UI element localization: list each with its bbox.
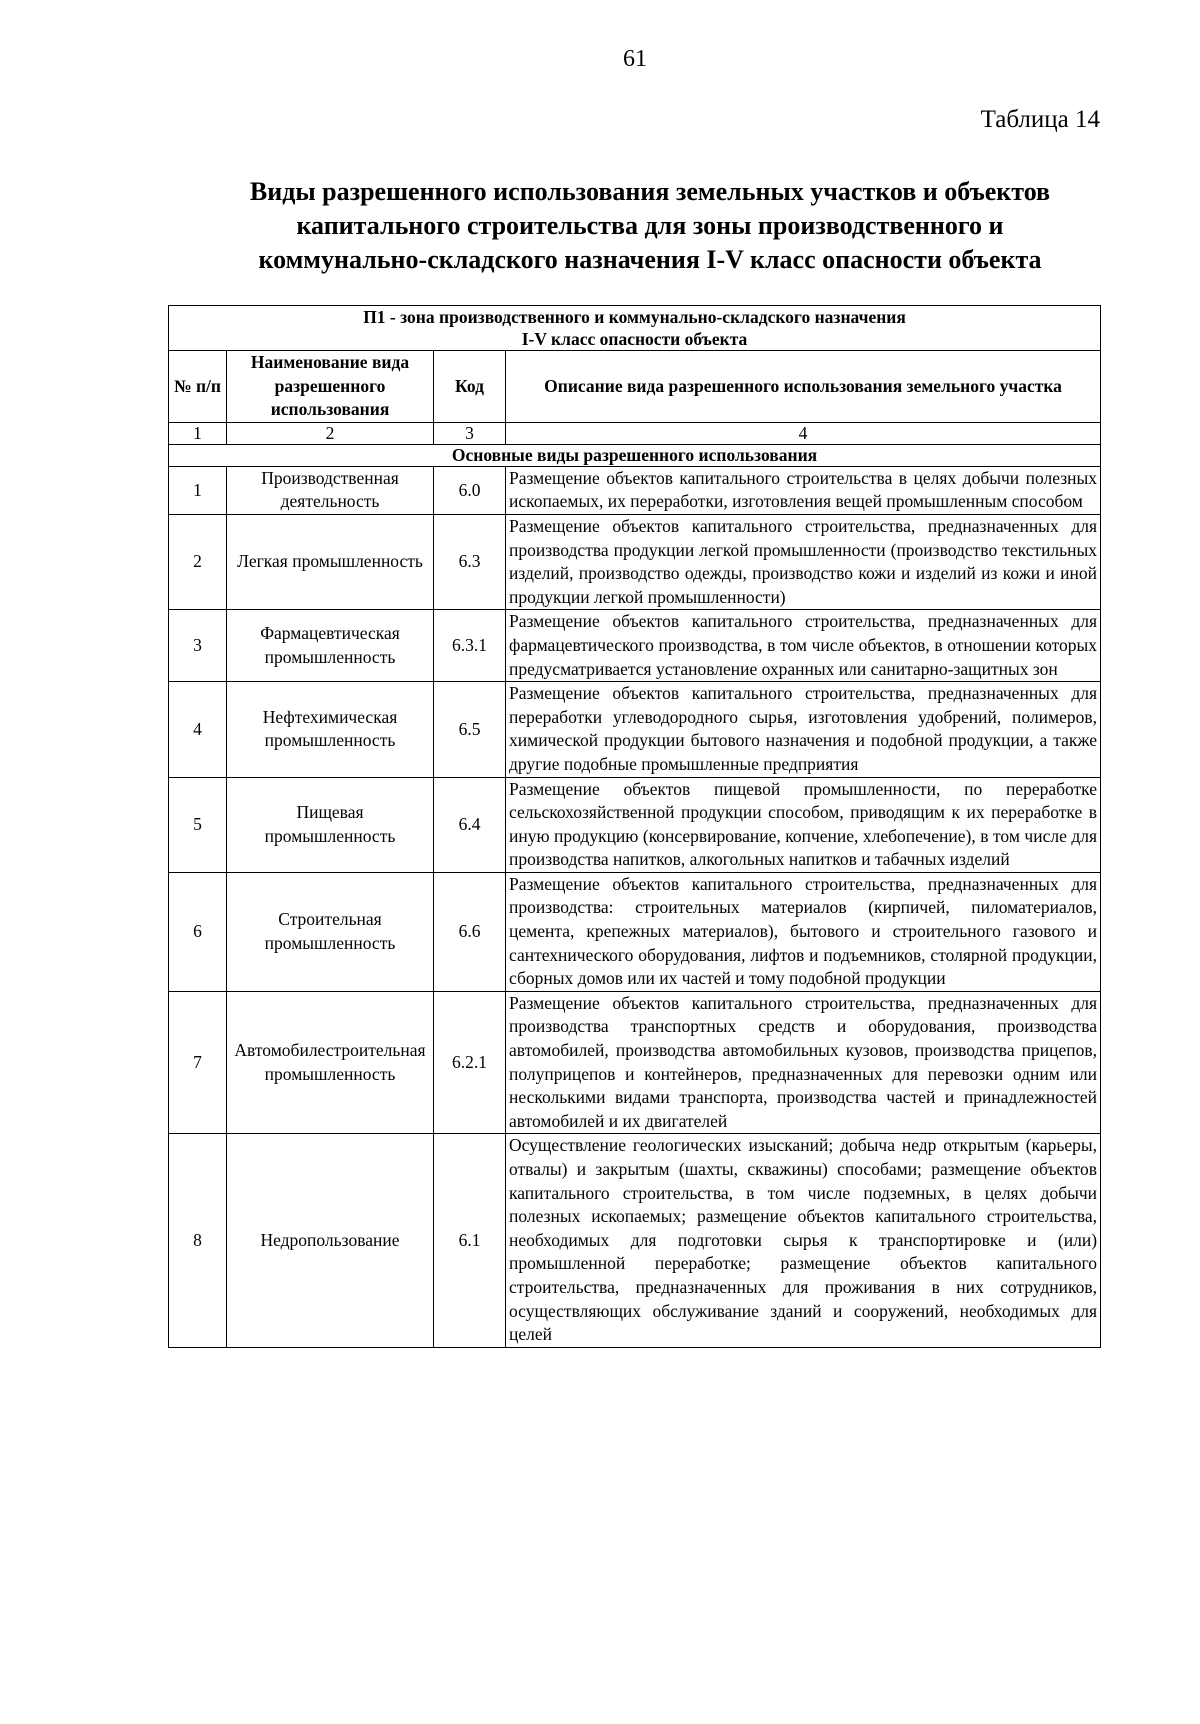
row-description: Размещение объектов капитального строительства в целях добычи полезных ископаемых, их переработки, изготовления вещей промышленным способом bbox=[506, 466, 1101, 514]
row-description: Размещение объектов капитального строительства, предназначенных для производства транспортных средств и оборудования, производства автомобилей, производства автомобильных кузовов, производства прицепов, полуприцепов и контейнеров, предназначенных для перевозки одним или несколькими видами транспорта, производства частей и принадлежностей автомобилей и их двигателей bbox=[506, 991, 1101, 1134]
row-code: 6.3 bbox=[434, 514, 506, 609]
title-line-1: Виды разрешенного использования земельных участков и объектов bbox=[249, 177, 1051, 206]
row-name: Легкая промышленность bbox=[227, 514, 434, 609]
row-code: 6.0 bbox=[434, 466, 506, 514]
table-row bbox=[169, 777, 1101, 872]
section-title: Основные виды разрешенного использования bbox=[169, 444, 1101, 466]
header-num: № п/п bbox=[169, 351, 227, 423]
land-use-table bbox=[168, 305, 1101, 1348]
row-code: 6.4 bbox=[434, 777, 506, 872]
row-code: 6.2.1 bbox=[434, 991, 506, 1134]
row-name: Фармацевтическая промышленность bbox=[227, 610, 434, 682]
column-number: 2 bbox=[227, 422, 434, 444]
row-name: Производственная деятельность bbox=[227, 466, 434, 514]
document-title bbox=[150, 175, 1150, 277]
row-name: Недропользование bbox=[227, 1134, 434, 1347]
row-description: Размещение объектов пищевой промышленности, по переработке сельскохозяйственной продукции способом, приводящим к их переработке в иную продукцию (консервирование, копчение, хлебопечение), в том числе для производства напитков, алкогольных напитков и табачных изделий bbox=[506, 777, 1101, 872]
page-number: 61 bbox=[623, 46, 647, 72]
table-row bbox=[169, 514, 1101, 609]
table-row bbox=[169, 466, 1101, 514]
column-number: 3 bbox=[434, 422, 506, 444]
table-label: Таблица 14 bbox=[980, 106, 1100, 133]
table-row bbox=[169, 872, 1101, 991]
row-number: 1 bbox=[169, 466, 227, 514]
row-number: 5 bbox=[169, 777, 227, 872]
row-description: Размещение объектов капитального строительства, предназначенных для производства: строительных материалов (кирпичей, пиломатериалов, цемента, крепежных материалов), бытового и строительного газового и сантехнического оборудования, лифтов и подъемников, столярной продукции, сборных домов или их частей и тому подобной продукции bbox=[506, 872, 1101, 991]
zone-title-line-1: П1 - зона производственного и коммунально-складского назначения bbox=[363, 307, 906, 327]
header-code: Код bbox=[434, 351, 506, 423]
table-row bbox=[169, 1134, 1101, 1347]
row-code: 6.6 bbox=[434, 872, 506, 991]
header-name: Наименование вида разрешенного использования bbox=[227, 351, 434, 423]
row-name: Автомобилестроительная промышленность bbox=[227, 991, 434, 1134]
header-desc: Описание вида разрешенного использования земельного участка bbox=[506, 351, 1101, 423]
row-number: 8 bbox=[169, 1134, 227, 1347]
row-name: Пищевая промышленность bbox=[227, 777, 434, 872]
row-description: Размещение объектов капитального строительства, предназначенных для фармацевтического производства, в том числе объектов, в отношении которых предусматривается установление охранных или санитарно-защитных зон bbox=[506, 610, 1101, 682]
table-row bbox=[169, 610, 1101, 682]
row-name: Строительная промышленность bbox=[227, 872, 434, 991]
row-description: Размещение объектов капитального строительства, предназначенных для переработки углеводородного сырья, изготовления удобрений, полимеров, химической продукции бытового назначения и подобной продукции, а также другие подобные промышленные предприятия bbox=[506, 682, 1101, 777]
table-row bbox=[169, 682, 1101, 777]
row-description: Осуществление геологических изысканий; добыча недр открытым (карьеры, отвалы) и закрытым (шахты, скважины) способами; размещение объектов капитального строительства, в том числе подземных, в целях добычи полезных ископаемых; размещение объектов капитального строительства, необходимых для подготовки сырья к транспортировке и (или) промышленной переработке; размещение объектов капитального строительства, предназначенных для проживания в них сотрудников, осуществляющих обслуживание зданий и сооружений, необходимых для целей bbox=[506, 1134, 1101, 1347]
row-description: Размещение объектов капитального строительства, предназначенных для производства продукции легкой промышленности (производство текстильных изделий, производство одежды, производство кожи и изделий из кожи и иной продукции легкой промышленности) bbox=[506, 514, 1101, 609]
row-number: 6 bbox=[169, 872, 227, 991]
row-code: 6.3.1 bbox=[434, 610, 506, 682]
column-number: 1 bbox=[169, 422, 227, 444]
row-number: 3 bbox=[169, 610, 227, 682]
table-row bbox=[169, 991, 1101, 1134]
title-line-2: капитального строительства для зоны производственного и bbox=[296, 211, 1004, 240]
row-number: 7 bbox=[169, 991, 227, 1134]
row-number: 2 bbox=[169, 514, 227, 609]
zone-title bbox=[169, 306, 1101, 351]
row-number: 4 bbox=[169, 682, 227, 777]
row-name: Нефтехимическая промышленность bbox=[227, 682, 434, 777]
zone-title-line-2: I-V класс опасности объекта bbox=[521, 329, 748, 349]
row-code: 6.1 bbox=[434, 1134, 506, 1347]
column-number: 4 bbox=[506, 422, 1101, 444]
row-code: 6.5 bbox=[434, 682, 506, 777]
title-line-3: коммунально-складского назначения I-V класс опасности объекта bbox=[258, 245, 1042, 274]
